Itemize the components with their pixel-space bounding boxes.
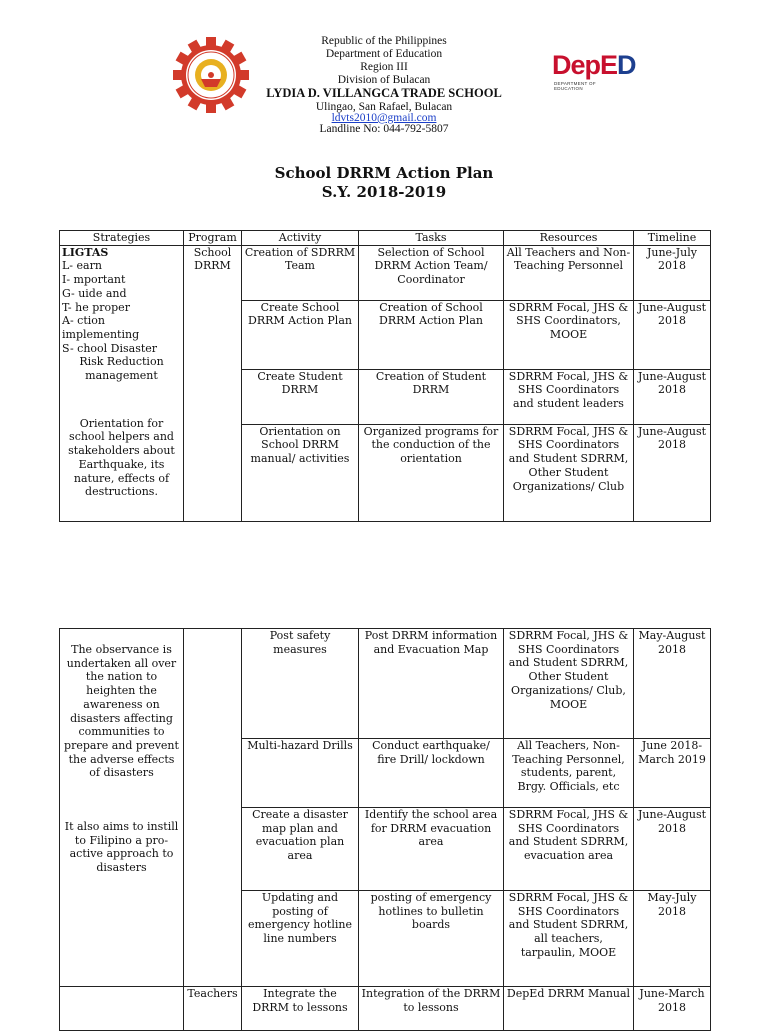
timeline-cell: June-March 2018 xyxy=(634,987,711,1031)
school-address: Ulingao, San Rafael, Bulacan xyxy=(315,101,453,113)
activity-cell: Create School DRRM Action Plan xyxy=(242,300,359,369)
program-empty xyxy=(184,629,242,987)
header-program: Program xyxy=(184,231,242,246)
deped-logo-subtitle: DEPARTMENT OF EDUCATION xyxy=(554,81,596,91)
deped-logo: DepED DEPARTMENT OF EDUCATION xyxy=(552,50,636,91)
timeline-cell: June 2018-March 2019 xyxy=(634,739,711,808)
resources-cell: SDRRM Focal, JHS & SHS Coordinators and Student SDRRM, Other Student Organizations/ Club xyxy=(504,424,634,521)
program-teachers: Teachers xyxy=(184,987,242,1031)
activity-cell: Integrate the DRRM to lessons xyxy=(242,987,359,1031)
strategy-cell-observance: The observance is undertaken all over the nation to heighten the awareness on disasters affecting communities to prepare and prevent the adverse effects of disasters It also aims to instill to Filipino a pro-active approach to disasters xyxy=(60,629,184,987)
activity-cell: Creation of SDRRM Team xyxy=(242,245,359,300)
header-activity: Activity xyxy=(242,231,359,246)
activity-cell: Create Student DRRM xyxy=(242,369,359,424)
resources-cell: All Teachers, Non-Teaching Personnel, students, parent, Brgy. Officials, etc xyxy=(504,739,634,808)
resources-cell: All Teachers and Non-Teaching Personnel xyxy=(504,245,634,300)
resources-cell: SDRRM Focal, JHS & SHS Coordinators and Student SDRRM, evacuation area xyxy=(504,808,634,891)
tasks-cell: Organized programs for the conduction of the orientation xyxy=(359,424,504,521)
header-line-division: Division of Bulacan xyxy=(337,74,431,86)
activity-cell: Multi-hazard Drills xyxy=(242,739,359,808)
timeline-cell: May-August 2018 xyxy=(634,629,711,739)
program-school-drrm: School DRRM xyxy=(184,245,242,521)
table-row xyxy=(60,629,711,739)
tasks-cell: Identify the school area for DRRM evacuation area xyxy=(359,808,504,891)
table-header-row xyxy=(60,231,711,246)
tasks-cell: Post DRRM information and Evacuation Map xyxy=(359,629,504,739)
header-line-department: Department of Education xyxy=(325,48,443,60)
header-resources: Resources xyxy=(504,231,634,246)
tasks-cell: Creation of Student DRRM xyxy=(359,369,504,424)
resources-cell: SDRRM Focal, JHS & SHS Coordinators and student leaders xyxy=(504,369,634,424)
action-plan-table-part2 xyxy=(59,628,711,1031)
resources-cell: DepEd DRRM Manual xyxy=(504,987,634,1031)
tasks-cell: Selection of School DRRM Action Team/ Coordinator xyxy=(359,245,504,300)
activity-cell: Post safety measures xyxy=(242,629,359,739)
school-landline: Landline No: 044-792-5807 xyxy=(319,123,449,135)
activity-cell: Orientation on School DRRM manual/ activities xyxy=(242,424,359,521)
header-line-region: Region III xyxy=(360,61,408,73)
header-strategies: Strategies xyxy=(60,231,184,246)
resources-cell: SDRRM Focal, JHS & SHS Coordinators and Student SDRRM, Other Student Organizations/ Club, MOOE xyxy=(504,629,634,739)
table-row xyxy=(60,245,711,300)
timeline-cell: June-August 2018 xyxy=(634,300,711,369)
activity-cell: Updating and posting of emergency hotline line numbers xyxy=(242,891,359,987)
timeline-cell: June-August 2018 xyxy=(634,424,711,521)
activity-cell: Create a disaster map plan and evacuation plan area xyxy=(242,808,359,891)
header-timeline: Timeline xyxy=(634,231,711,246)
school-email-link[interactable]: ldvts2010@gmail.com xyxy=(331,112,437,124)
action-plan-table-part1 xyxy=(59,230,711,522)
school-year: S.Y. 2018-2019 xyxy=(321,183,447,201)
timeline-cell: June-July 2018 xyxy=(634,245,711,300)
letterhead xyxy=(0,0,768,140)
timeline-cell: June-August 2018 xyxy=(634,808,711,891)
tasks-cell: Creation of School DRRM Action Plan xyxy=(359,300,504,369)
strategy-cell-ligtas: LIGTAS L- earn I- mportant G- uide and T- he proper A- ction implementing S- chool Disaster Risk Reduction management Orientation for school helpers and stakeholders about Earthquake, its nature, effects of destructions. xyxy=(60,245,184,521)
tasks-cell: Integration of the DRRM to lessons xyxy=(359,987,504,1031)
timeline-cell: May-July 2018 xyxy=(634,891,711,987)
timeline-cell: June-August 2018 xyxy=(634,369,711,424)
header-line-republic: Republic of the Philippines xyxy=(321,35,447,47)
document-title: School DRRM Action Plan xyxy=(274,164,494,182)
resources-cell: SDRRM Focal, JHS & SHS Coordinators and Student SDRRM, all teachers, tarpaulin, MOOE xyxy=(504,891,634,987)
header-tasks: Tasks xyxy=(359,231,504,246)
strategy-orientation: Orientation for school helpers and stakeholders about Earthquake, its nature, effects of destructions. xyxy=(68,416,175,499)
strategy-aims: It also aims to instill to Filipino a pro-active approach to disasters xyxy=(64,820,179,875)
school-name: LYDIA D. VILLANGCA TRADE SCHOOL xyxy=(266,86,502,100)
tasks-cell: posting of emergency hotlines to bulletin boards xyxy=(359,891,504,987)
resources-cell: SDRRM Focal, JHS & SHS Coordinators, MOOE xyxy=(504,300,634,369)
tasks-cell: Conduct earthquake/ fire Drill/ lockdown xyxy=(359,739,504,808)
